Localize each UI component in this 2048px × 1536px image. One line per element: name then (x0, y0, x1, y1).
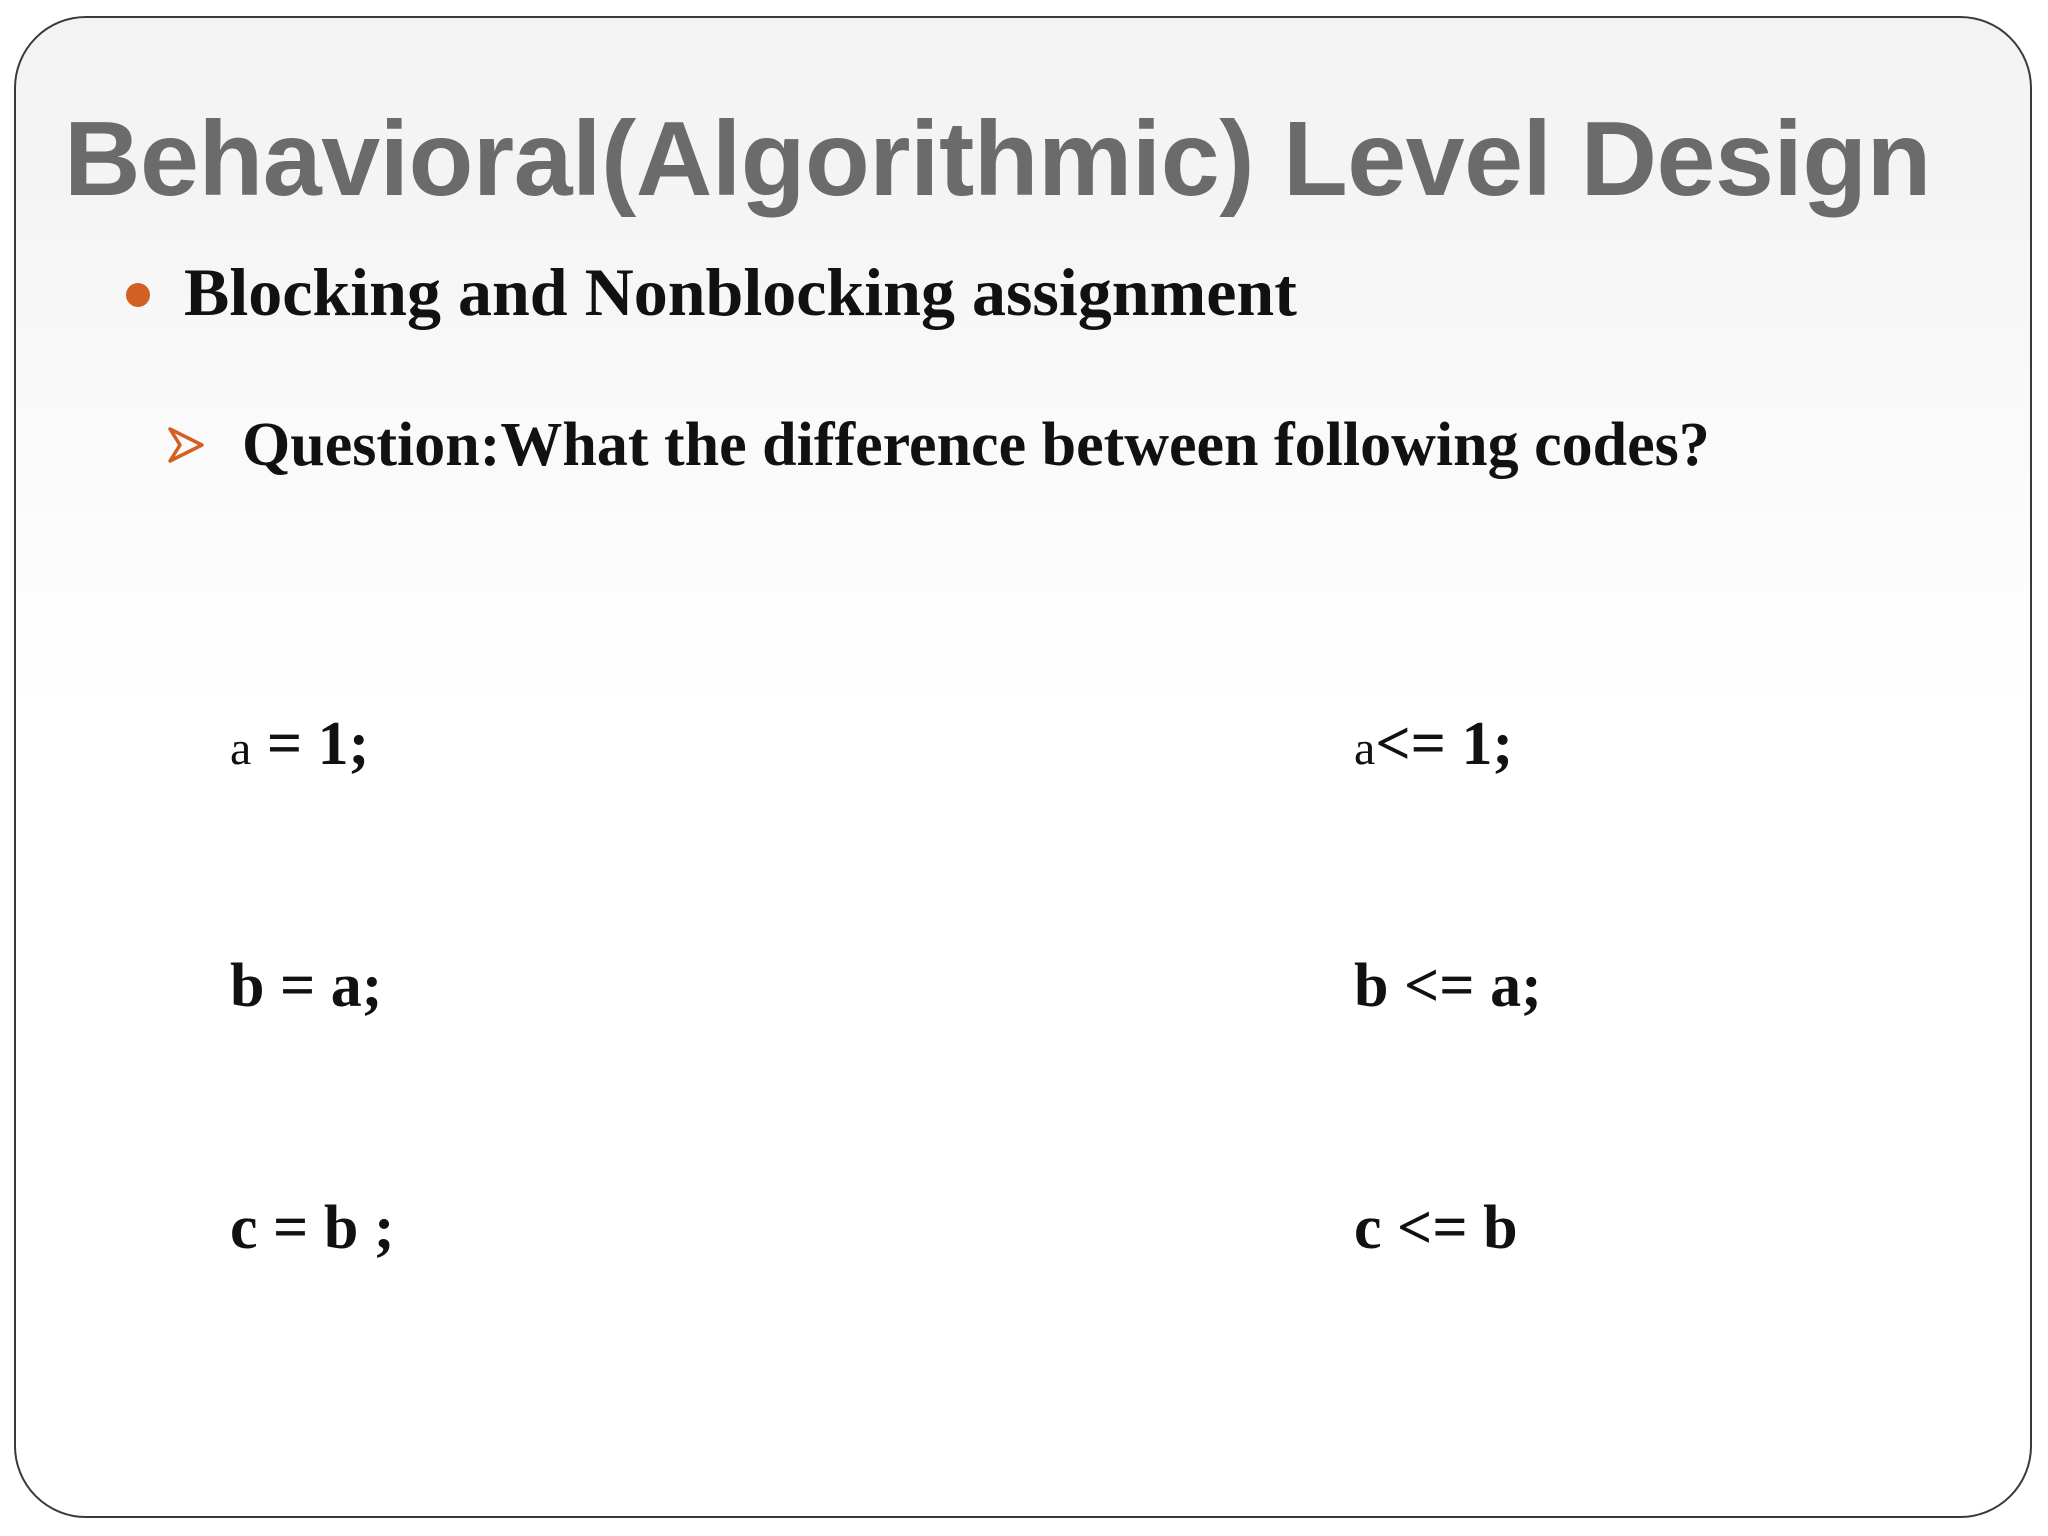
code-line: b <= a; (1354, 952, 1542, 1020)
code-line: c = b ; (230, 1194, 395, 1262)
nonblocking-code-block (1354, 562, 1542, 1430)
code-line (1354, 704, 1542, 804)
code-text: <= 1; (1375, 710, 1514, 778)
code-line: c <= b (1354, 1194, 1518, 1262)
code-variable: a (1354, 722, 1376, 775)
sub-bullet-text: Question:What the difference between following codes? (242, 411, 1710, 479)
bullet-item (126, 252, 1297, 334)
slide-title: Behavioral(Algorithmic) Level Design (64, 100, 1931, 218)
code-line (230, 704, 394, 804)
blocking-code-block (230, 562, 394, 1430)
code-variable: a (230, 722, 252, 775)
sub-bullet-item (166, 408, 1710, 482)
code-line: b = a; (230, 952, 383, 1020)
arrowhead-bullet-icon (166, 425, 206, 465)
circle-bullet-icon (126, 283, 150, 307)
bullet-text: Blocking and Nonblocking assignment (184, 254, 1297, 330)
code-text: = 1; (251, 710, 370, 778)
